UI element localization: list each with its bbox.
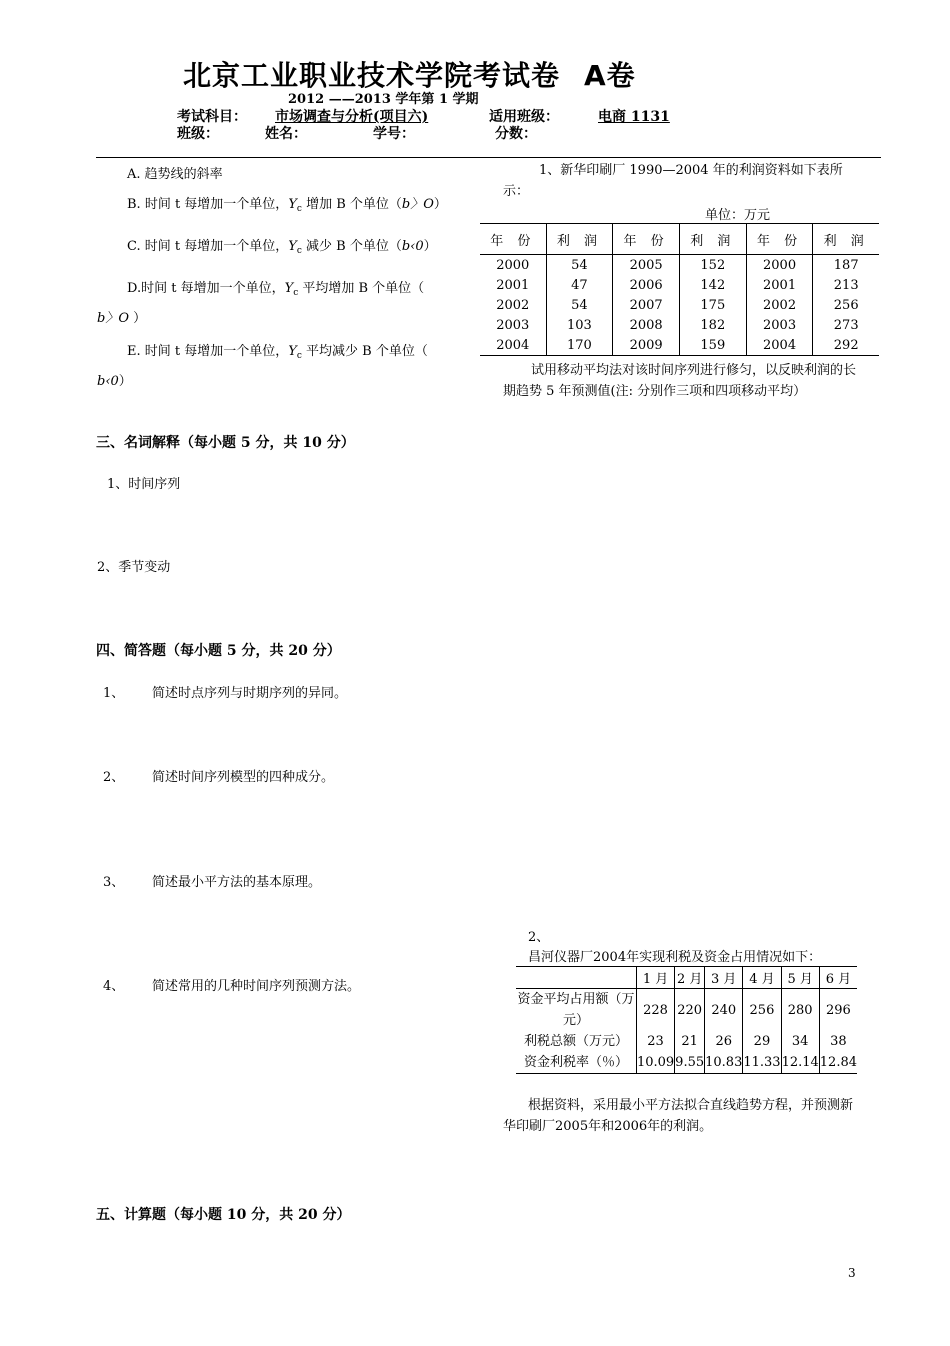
condition-gt: b〉O [401,197,434,212]
paper-label: A卷 [584,59,636,92]
table-cell: 240 [705,989,743,1032]
table-cell: 213 [813,275,879,295]
table-cell: 152 [679,255,746,276]
table-cell: 54 [546,295,613,315]
table-row [516,1052,857,1074]
section4-q2-num: 2、 [103,770,125,785]
table-cell: 2000 [746,255,813,276]
table-cell: 228 [636,989,674,1032]
close-paren: ） [423,239,437,254]
table-cell: 2009 [613,335,680,356]
choice-b-suffix: 增加 B 个单位（ [301,197,402,212]
header-month-5: 5 月 [781,967,819,989]
choice-b-prefix: B. 时间 t 每增加一个单位， [127,197,289,212]
table-cell: 12.14 [781,1052,819,1074]
table-cell: 21 [675,1031,705,1052]
table-cell: 2008 [613,315,680,335]
table-cell: 142 [679,275,746,295]
problem2-intro: 昌河仪器厂2004年实现利税及资金占用情况如下： [528,950,822,965]
table-header-row [516,967,857,989]
condition-gt: b〉O [97,311,129,326]
table-cell: 292 [813,335,879,356]
problem1-task: 试用移动平均法对该时间序列进行修匀，以反映利润的长期趋势 5 年预测值(注: 分别作三项和四项移动平均） [503,363,857,399]
y-symbol: Y [288,344,297,359]
semester-line: 2012 ——2013 学年第 1 学期 [288,92,479,107]
choice-e-prefix: E. 时间 t 每增加一个单位， [127,344,289,359]
close-paren: ） [133,311,147,326]
table-cell: 2000 [496,257,530,273]
subject-value: 市场调查与分析(项目六) [275,109,429,125]
table-cell: 256 [813,295,879,315]
choice-a: A. 趋势线的斜率 [127,167,223,182]
choice-d [127,277,424,298]
score-label: 分数： [495,126,537,142]
class-apply-value: 电商 1131 [598,109,670,125]
y-subscript: c [296,204,302,214]
y-symbol: Y [288,239,297,254]
table-cell: 23 [636,1031,674,1052]
table-cell: 2006 [613,275,680,295]
table-cell: 2003 [746,315,813,335]
page-number: 3 [848,1266,856,1280]
section4-q2-text: 简述时间序列模型的四种成分。 [152,770,335,785]
table-cell: 9.55 [675,1052,705,1074]
problem2-num: 2、 [528,930,550,945]
header-year-2: 年 份 [613,224,680,255]
table-cell: 29 [743,1031,781,1052]
header-month-4: 4 月 [743,967,781,989]
table-cell: 175 [679,295,746,315]
y-symbol: Y [288,197,297,212]
section4-heading: 四、简答题（每小题 5 分，共 20 分） [96,643,341,659]
table-row [480,315,879,335]
row-label: 资金利税率（％） [516,1052,636,1074]
table-cell: 2005 [613,255,680,276]
class-label: 班级： [177,126,219,142]
choice-c-suffix: 减少 B 个单位（ [301,239,402,254]
table-cell: 2007 [613,295,680,315]
condition-lt: b‹0 [97,374,119,389]
subject-label: 考试科目： [177,109,247,125]
y-subscript: c [296,351,302,361]
table-cell: 296 [819,989,857,1032]
close-paren: ） [118,374,132,389]
choice-d-suffix: 平均增加 B 个单位（ [298,281,425,296]
table-cell: 47 [546,275,613,295]
table-cell: 10.09 [636,1052,674,1074]
table-cell: 38 [819,1031,857,1052]
table-header-row [480,224,879,255]
table-cell: 103 [546,315,613,335]
y-subscript: c [293,288,299,298]
table-cell: 34 [781,1031,819,1052]
header-blank [516,967,636,989]
problem1-unit: 单位：万元 [705,208,771,223]
choice-b [127,193,447,214]
table-cell: 159 [679,335,746,356]
table-cell: 2004 [746,335,813,356]
table-cell: 2002 [496,297,530,313]
header-year-1: 年 份 [480,224,546,255]
section4-q3-num: 3、 [103,875,125,890]
table-cell: 170 [546,335,613,356]
choice-d-prefix: D.时间 t 每增加一个单位， [127,281,285,296]
header-month-3: 3 月 [705,967,743,989]
row-label: 利税总额（万元） [523,1034,628,1049]
section5-heading: 五、计算题（每小题 10 分，共 20 分） [96,1207,351,1223]
section4-q4-num: 4、 [103,979,125,994]
table-cell: 26 [705,1031,743,1052]
choice-c-prefix: C. 时间 t 每增加一个单位， [127,239,289,254]
name-label: 姓名： [265,126,307,142]
table-cell: 11.33 [743,1052,781,1074]
table-cell: 256 [743,989,781,1032]
table-row [480,255,879,276]
close-paren: ） [433,197,447,212]
section3-q2: 2、季节变动 [97,560,171,575]
section4-q3-text: 简述最小平方法的基本原理。 [152,875,322,890]
problem1-intro: 1、新华印刷厂 1990—2004 年的利润资料如下表所示： [503,163,843,199]
table-cell: 10.83 [705,1052,743,1074]
table-cell: 220 [675,989,705,1032]
header-profit-1: 利 润 [546,224,613,255]
table-cell: 187 [813,255,879,276]
tax-fund-table [516,966,857,1074]
table-cell: 2003 [496,317,530,333]
table-row [516,989,857,1032]
table-cell: 2004 [480,335,546,356]
choice-e-suffix: 平均减少 B 个单位（ [301,344,428,359]
choice-c [127,235,437,256]
table-cell: 273 [813,315,879,335]
header-divider [96,157,881,158]
header-month-6: 6 月 [819,967,857,989]
table-row [480,295,879,315]
table-row [480,275,879,295]
school-exam-title: 北京工业职业技术学院考试卷 [183,59,561,92]
table-cell: 12.84 [819,1052,857,1074]
y-symbol: Y [284,281,294,296]
section4-q1-text: 简述时点序列与时期序列的异同。 [152,686,348,701]
section4-q1-num: 1、 [103,686,125,701]
student-id-label: 学号： [373,126,415,142]
y-subscript: c [296,246,302,256]
section3-q1: 1、时间序列 [107,477,181,492]
profit-table [480,223,879,356]
choice-e [127,340,428,361]
class-apply-label: 适用班级： [489,109,559,125]
header-profit-2: 利 润 [679,224,746,255]
header-month-1: 1 月 [636,967,674,989]
table-cell: 182 [679,315,746,335]
problem2-task: 根据资料，采用最小平方法拟合直线趋势方程，并预测新华印刷厂2005年和2006年的利润。 [503,1098,854,1134]
section3-heading: 三、名词解释（每小题 5 分，共 10 分） [96,435,355,451]
table-cell: 2002 [746,295,813,315]
choice-e-condition [97,370,132,389]
condition-lt: b‹0 [401,239,424,254]
header-profit-3: 利 润 [813,224,879,255]
choice-d-condition [97,307,146,326]
row-label: 资金平均占用额（万元） [517,992,635,1028]
table-row [516,1031,857,1052]
table-cell: 2001 [746,275,813,295]
section4-q4-text: 简述常用的几种时间序列预测方法。 [152,979,361,994]
table-row [480,335,879,356]
table-cell: 280 [781,989,819,1032]
header-year-3: 年 份 [746,224,813,255]
header-month-2: 2 月 [675,967,705,989]
table-cell: 2001 [496,277,530,293]
table-cell: 54 [546,255,613,276]
